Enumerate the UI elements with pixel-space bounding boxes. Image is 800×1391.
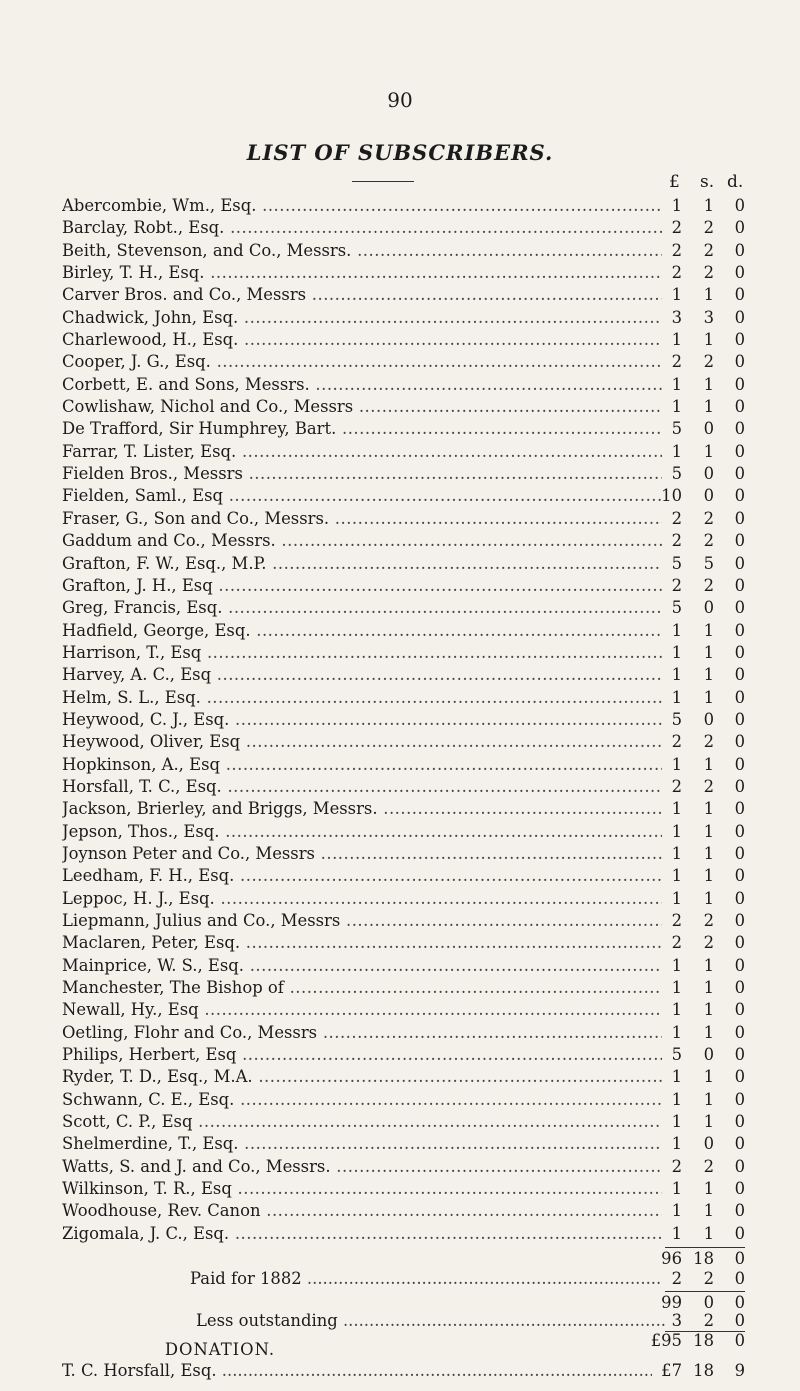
pounds-cell: 1	[671, 821, 682, 841]
shillings-cell: 1	[703, 285, 714, 305]
pounds-cell: 1	[671, 374, 682, 394]
shillings-cell: 2	[703, 531, 714, 551]
pounds-cell: 2	[671, 776, 682, 796]
pence-cell: 0	[734, 1201, 745, 1221]
subscriber-row	[0, 731, 800, 753]
subscriber-row	[0, 754, 800, 776]
pence-cell: 0	[734, 732, 745, 752]
subscriber-name: Maclaren, Peter, Esq. .....	[62, 932, 662, 954]
subscriber-name: Heywood, Oliver, Esq .....	[62, 731, 662, 753]
subscriber-name: Harvey, A. C., Esq .....	[62, 664, 662, 686]
pence-cell: 0	[734, 218, 745, 238]
shillings-cell: 2	[703, 1156, 714, 1176]
subscriber-row	[0, 396, 800, 418]
shillings-cell: 1	[703, 888, 714, 908]
subscriber-row	[0, 642, 800, 664]
outstanding-label: Less outstanding .....	[196, 1310, 666, 1332]
pence-cell: 0	[734, 1223, 745, 1243]
pence-cell: 0	[734, 285, 745, 305]
shillings-cell: 1	[703, 843, 714, 863]
pounds-cell: 1	[671, 888, 682, 908]
pounds-cell: 3	[671, 307, 682, 327]
subscriber-name: Barclay, Robt., Esq. .....	[62, 217, 662, 239]
subtotal-shillings: 18	[693, 1249, 714, 1268]
shillings-cell: 0	[703, 598, 714, 618]
shillings-cell: 0	[703, 464, 714, 484]
subscriber-row	[0, 932, 800, 954]
pence-cell: 0	[734, 531, 745, 551]
pence-cell: 0	[734, 1067, 745, 1087]
shillings-cell: 2	[703, 240, 714, 260]
pence-cell: 0	[734, 799, 745, 819]
pounds-cell: 1	[671, 1201, 682, 1221]
subscriber-row	[0, 307, 800, 329]
pounds-cell: 5	[671, 419, 682, 439]
subscriber-row	[0, 687, 800, 709]
pence-cell: 0	[734, 419, 745, 439]
shillings-cell: 2	[703, 911, 714, 930]
shillings-cell: 2	[703, 218, 714, 238]
gross-shillings: 0	[703, 1293, 714, 1312]
shillings-cell: 1	[703, 1022, 714, 1042]
shillings-cell: 1	[703, 1089, 714, 1109]
subscriber-name: Charlewood, H., Esq. .....	[62, 329, 662, 351]
subscriber-row	[0, 1044, 800, 1066]
shillings-cell: 0	[703, 1134, 714, 1154]
subscriber-name: Grafton, F. W., Esq., M.P. .....	[62, 553, 662, 575]
pence-cell: 0	[734, 263, 745, 283]
shillings-cell: 1	[703, 330, 714, 350]
shillings-cell: 1	[703, 1223, 714, 1243]
pence-cell: 0	[734, 754, 745, 774]
pounds-cell: 1	[671, 285, 682, 305]
subscriber-name: Hopkinson, A., Esq .....	[62, 754, 662, 776]
subscriber-row	[0, 217, 800, 239]
subscriber-name: Liepmann, Julius and Co., Messrs .....	[62, 910, 662, 932]
subscriber-name: Woodhouse, Rev. Canon .....	[62, 1200, 662, 1222]
pence-cell: 0	[734, 1112, 745, 1132]
pounds-cell: 2	[671, 508, 682, 528]
shillings-cell: 1	[703, 665, 714, 685]
pounds-cell: 2	[671, 911, 682, 930]
shillings-cell: 1	[703, 374, 714, 394]
pence-cell: 0	[734, 933, 745, 953]
subscriber-row	[0, 709, 800, 731]
subscriber-name: Fielden Bros., Messrs .....	[62, 463, 662, 485]
pence-cell: 0	[734, 1022, 745, 1042]
subscriber-name: Hadfield, George, Esq. .....	[62, 620, 662, 642]
pence-cell: 0	[734, 1156, 745, 1176]
pence-cell: 0	[734, 441, 745, 461]
subscriber-row	[0, 664, 800, 686]
subscriber-row	[0, 776, 800, 798]
subscriber-name: Helm, S. L., Esq. .....	[62, 687, 662, 709]
subscriber-name: Horsfall, T. C., Esq. .....	[62, 776, 662, 798]
subscriber-name: Beith, Stevenson, and Co., Messrs. .....	[62, 240, 662, 262]
subscriber-row	[0, 888, 800, 910]
subscriber-name: Carver Bros. and Co., Messrs .....	[62, 284, 662, 306]
pounds-header: £	[669, 172, 680, 192]
subscriber-row	[0, 798, 800, 820]
shillings-cell: 1	[703, 955, 714, 975]
shillings-cell: 1	[703, 687, 714, 707]
pounds-cell: 1	[671, 1179, 682, 1199]
subscriber-row	[0, 1156, 800, 1178]
subscriber-row	[0, 1200, 800, 1222]
pence-cell: 0	[734, 978, 745, 998]
pence-cell: 0	[734, 374, 745, 394]
pence-cell: 0	[734, 508, 745, 528]
pounds-cell: 5	[671, 598, 682, 618]
shillings-cell: 1	[703, 799, 714, 819]
pence-cell: 0	[734, 464, 745, 484]
pence-cell: 0	[734, 866, 745, 886]
subscriber-name: Wilkinson, T. R., Esq .....	[62, 1178, 662, 1200]
subscriber-name: Greg, Francis, Esq. .....	[62, 597, 662, 619]
subscriber-name: Corbett, E. and Sons, Messrs. .....	[62, 374, 662, 396]
subscriber-name: Gaddum and Co., Messrs. .....	[62, 530, 662, 552]
subscriber-row	[0, 620, 800, 642]
shillings-cell: 2	[703, 508, 714, 528]
pence-cell: 0	[734, 397, 745, 417]
subscriber-name: Heywood, C. J., Esq. .....	[62, 709, 662, 731]
outstanding-pence: 0	[734, 1311, 745, 1330]
net-pounds: £95	[650, 1331, 682, 1350]
subscriber-row	[0, 1022, 800, 1044]
subscriber-name: Newall, Hy., Esq .....	[62, 999, 662, 1021]
pence-cell: 0	[734, 955, 745, 975]
subscriber-row	[0, 999, 800, 1021]
subscriber-name: Oetling, Flohr and Co., Messrs .....	[62, 1022, 662, 1044]
page-title: LIST OF SUBSCRIBERS.	[246, 140, 554, 165]
pounds-cell: 2	[671, 240, 682, 260]
pounds-cell: 1	[671, 665, 682, 685]
subscriber-name: Abercombie, Wm., Esq. .....	[62, 195, 662, 217]
pounds-cell: 1	[671, 687, 682, 707]
shillings-cell: 1	[703, 441, 714, 461]
subscriber-row	[0, 508, 800, 530]
subscriber-name: Zigomala, J. C., Esq. .....	[62, 1223, 662, 1245]
pence-cell: 0	[734, 553, 745, 573]
title-underline	[352, 181, 414, 182]
subscriber-row	[0, 374, 800, 396]
shillings-cell: 2	[703, 575, 714, 595]
pence-cell: 0	[734, 575, 745, 595]
subscriber-name: Fraser, G., Son and Co., Messrs. .....	[62, 508, 662, 530]
pounds-cell: 2	[671, 218, 682, 238]
shillings-cell: 1	[703, 821, 714, 841]
pounds-cell: 2	[671, 933, 682, 953]
subscriber-row	[0, 865, 800, 887]
subscriber-row	[0, 575, 800, 597]
pence-cell: 0	[734, 709, 745, 729]
subscriber-row	[0, 195, 800, 217]
pence-cell: 0	[734, 620, 745, 640]
pounds-cell: 1	[671, 843, 682, 863]
pence-cell: 0	[734, 843, 745, 863]
pence-cell: 0	[734, 330, 745, 350]
shillings-cell: 1	[703, 196, 714, 215]
pounds-cell: 1	[671, 330, 682, 350]
subscriber-name: Farrar, T. Lister, Esq. .....	[62, 441, 662, 463]
subscriber-name: Cowlishaw, Nichol and Co., Messrs .....	[62, 396, 662, 418]
pounds-cell: 1	[671, 1112, 682, 1132]
pence-header: d.	[727, 172, 744, 192]
pounds-cell: 1	[671, 1223, 682, 1243]
pence-cell: 0	[734, 307, 745, 327]
pence-cell: 0	[734, 352, 745, 372]
subtotal-pounds: 96	[661, 1249, 682, 1268]
shillings-cell: 5	[703, 553, 714, 573]
pounds-cell: 5	[671, 1045, 682, 1065]
gross-pence: 0	[734, 1293, 745, 1312]
subscriber-name: Leppoc, H. J., Esq. .....	[62, 888, 662, 910]
shillings-cell: 3	[703, 307, 714, 327]
pence-cell: 0	[734, 821, 745, 841]
pence-cell: 0	[734, 888, 745, 908]
subscriber-name: Grafton, J. H., Esq .....	[62, 575, 662, 597]
subscriber-name: De Trafford, Sir Humphrey, Bart. .....	[62, 418, 662, 440]
subscriber-name: Joynson Peter and Co., Messrs .....	[62, 843, 662, 865]
subscriber-row	[0, 262, 800, 284]
subscriber-row	[0, 329, 800, 351]
donation-pounds: £7	[661, 1361, 682, 1380]
subscriber-name: Philips, Herbert, Esq .....	[62, 1044, 662, 1066]
subscriber-name: Ryder, T. D., Esq., M.A. .....	[62, 1066, 662, 1088]
subscriber-row	[0, 1089, 800, 1111]
subscriber-row	[0, 351, 800, 373]
subscriber-row	[0, 1178, 800, 1200]
paid-for-pence: 0	[734, 1269, 745, 1288]
pounds-cell: 1	[671, 441, 682, 461]
subscriber-list	[0, 195, 800, 1245]
subscriber-row	[0, 418, 800, 440]
subscriber-row	[0, 843, 800, 865]
shillings-cell: 0	[703, 419, 714, 439]
shillings-cell: 1	[703, 397, 714, 417]
pence-cell: 0	[734, 642, 745, 662]
pence-cell: 0	[734, 240, 745, 260]
subscriber-row	[0, 910, 800, 932]
pounds-cell: 2	[671, 263, 682, 283]
shillings-cell: 1	[703, 1067, 714, 1087]
shillings-cell: 1	[703, 1000, 714, 1020]
paid-for-shillings: 2	[703, 1269, 714, 1288]
subscriber-name: Jackson, Brierley, and Briggs, Messrs. .....	[62, 798, 662, 820]
shillings-cell: 2	[703, 263, 714, 283]
subscriber-row	[0, 597, 800, 619]
shillings-cell: 2	[703, 732, 714, 752]
paid-for-pounds: 2	[671, 1269, 682, 1288]
subtotal-pence: 0	[734, 1249, 745, 1268]
subscriber-row	[0, 463, 800, 485]
page-number: 90	[387, 88, 413, 112]
pence-cell: 0	[734, 196, 745, 215]
pounds-cell: 1	[671, 1067, 682, 1087]
shillings-cell: 0	[703, 1045, 714, 1065]
shillings-cell: 2	[703, 776, 714, 796]
subscriber-row	[0, 977, 800, 999]
pounds-cell: 1	[671, 397, 682, 417]
outstanding-pounds: 3	[671, 1311, 682, 1330]
shillings-cell: 2	[703, 933, 714, 953]
net-shillings: 18	[693, 1331, 714, 1350]
pounds-cell: 2	[671, 575, 682, 595]
subscriber-row	[0, 1133, 800, 1155]
subscriber-name: Scott, C. P., Esq .....	[62, 1111, 662, 1133]
subscriber-row	[0, 553, 800, 575]
subscriber-row	[0, 530, 800, 552]
donation-heading: DONATION.	[164, 1340, 276, 1359]
subscriber-row	[0, 284, 800, 306]
pounds-cell: 2	[671, 732, 682, 752]
donation-row	[0, 1360, 800, 1382]
pounds-cell: 1	[671, 1089, 682, 1109]
pounds-cell: 1	[671, 799, 682, 819]
subscriber-row	[0, 441, 800, 463]
paid-for-line	[0, 1268, 800, 1290]
subscriber-row	[0, 821, 800, 843]
subscriber-name: Shelmerdine, T., Esq. .....	[62, 1133, 662, 1155]
paid-for-label: Paid for 1882 .....	[190, 1268, 660, 1290]
subscriber-row	[0, 955, 800, 977]
pounds-cell: 1	[671, 978, 682, 998]
subscriber-name: Watts, S. and J. and Co., Messrs. .....	[62, 1156, 662, 1178]
pounds-cell: 1	[671, 955, 682, 975]
pounds-cell: 1	[671, 1134, 682, 1154]
subscriber-row	[0, 485, 800, 507]
pounds-cell: 1	[671, 196, 682, 215]
pence-cell: 0	[734, 1134, 745, 1154]
pounds-cell: 10	[661, 486, 682, 506]
shillings-cell: 1	[703, 1179, 714, 1199]
donation-shillings: 18	[693, 1361, 714, 1380]
shillings-cell: 1	[703, 1201, 714, 1221]
outstanding-line	[0, 1310, 800, 1332]
shillings-cell: 1	[703, 978, 714, 998]
subscriber-name: Fielden, Saml., Esq .....	[62, 485, 662, 507]
subscriber-name: Leedham, F. H., Esq. .....	[62, 865, 662, 887]
subscriber-row	[0, 1223, 800, 1245]
pounds-cell: 5	[671, 553, 682, 573]
shillings-cell: 1	[703, 754, 714, 774]
subscriber-name: Manchester, The Bishop of .....	[62, 977, 662, 999]
pence-cell: 0	[734, 665, 745, 685]
donation-pence: 9	[734, 1361, 745, 1380]
pounds-cell: 2	[671, 1156, 682, 1176]
subscriber-name: Harrison, T., Esq .....	[62, 642, 662, 664]
pounds-cell: 2	[671, 531, 682, 551]
subscriber-row	[0, 1111, 800, 1133]
net-pence: 0	[734, 1331, 745, 1350]
subscriber-name: Cooper, J. G., Esq. .....	[62, 351, 662, 373]
pence-cell: 0	[734, 776, 745, 796]
shillings-cell: 1	[703, 642, 714, 662]
gross-pounds: 99	[661, 1293, 682, 1312]
subscriber-name: Chadwick, John, Esq. .....	[62, 307, 662, 329]
pounds-cell: 1	[671, 1000, 682, 1020]
shillings-header: s.	[700, 172, 715, 192]
subscriber-name: Schwann, C. E., Esq. .....	[62, 1089, 662, 1111]
pence-cell: 0	[734, 1045, 745, 1065]
pounds-cell: 1	[671, 754, 682, 774]
pence-cell: 0	[734, 1089, 745, 1109]
donation-name: T. C. Horsfall, Esq. .....	[62, 1360, 652, 1382]
shillings-cell: 1	[703, 1112, 714, 1132]
shillings-cell: 0	[703, 486, 714, 506]
subscriber-name: Birley, T. H., Esq. .....	[62, 262, 662, 284]
pounds-cell: 5	[671, 709, 682, 729]
shillings-cell: 0	[703, 709, 714, 729]
pence-cell: 0	[734, 1000, 745, 1020]
pounds-cell: 1	[671, 1022, 682, 1042]
subscriber-row	[0, 1066, 800, 1088]
pence-cell: 0	[734, 486, 745, 506]
pounds-cell: 1	[671, 620, 682, 640]
subscriber-name: Jepson, Thos., Esq. .....	[62, 821, 662, 843]
pounds-cell: 1	[671, 866, 682, 886]
pounds-cell: 2	[671, 352, 682, 372]
pence-cell: 0	[734, 911, 745, 930]
shillings-cell: 1	[703, 620, 714, 640]
pence-cell: 0	[734, 598, 745, 618]
shillings-cell: 1	[703, 866, 714, 886]
subtotal-line	[0, 1248, 800, 1270]
shillings-cell: 2	[703, 352, 714, 372]
pence-cell: 0	[734, 687, 745, 707]
pounds-cell: 1	[671, 642, 682, 662]
subscriber-row	[0, 240, 800, 262]
outstanding-shillings: 2	[703, 1311, 714, 1330]
pounds-cell: 5	[671, 464, 682, 484]
pence-cell: 0	[734, 1179, 745, 1199]
subscriber-name: Mainprice, W. S., Esq. .....	[62, 955, 662, 977]
